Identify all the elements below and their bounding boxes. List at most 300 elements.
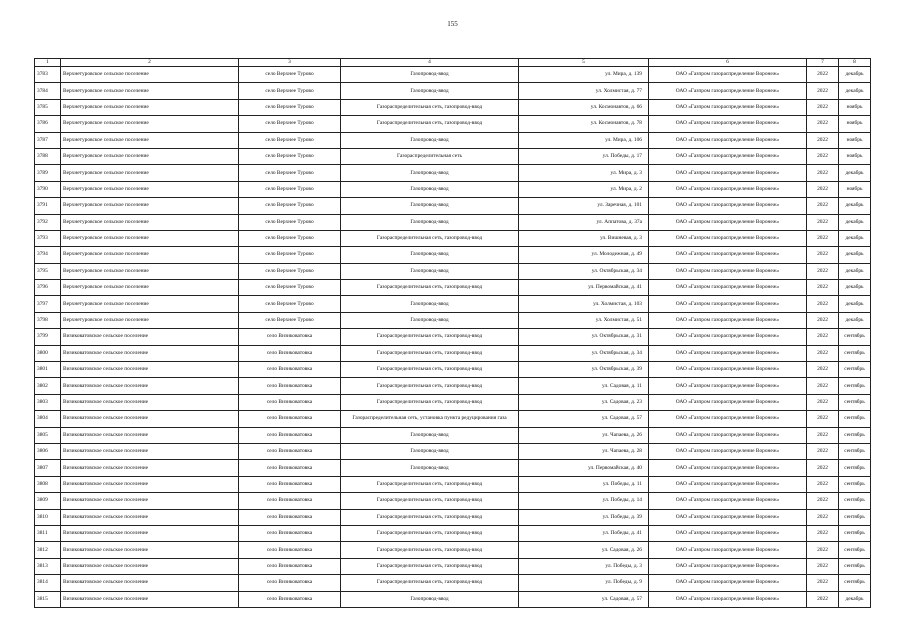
month-cell: сентябрь — [839, 509, 871, 525]
table-row — [35, 230, 871, 246]
row-number: 3812 — [35, 542, 61, 558]
owner-cell: ОАО «Газпром газораспределение Воронеж» — [649, 247, 807, 263]
address-cell: ул. Победы, д. 17 — [519, 148, 649, 164]
row-number: 3814 — [35, 575, 61, 591]
year-cell: 2022 — [807, 411, 839, 427]
month-cell: декабрь — [839, 280, 871, 296]
year-cell: 2022 — [807, 329, 839, 345]
address-cell: ул. Космонавтов, д. 78 — [519, 116, 649, 132]
owner-cell: ОАО «Газпром газораспределение Воронеж» — [649, 443, 807, 459]
row-number: 3805 — [35, 427, 61, 443]
month-cell: декабрь — [839, 312, 871, 328]
year-cell: 2022 — [807, 476, 839, 492]
settlement-cell: Визиковатовское сельское поселение — [61, 411, 239, 427]
table-row — [35, 411, 871, 427]
owner-cell: ОАО «Газпром газораспределение Воронеж» — [649, 394, 807, 410]
settlement-cell: Визиковатовское сельское поселение — [61, 493, 239, 509]
month-cell: декабрь — [839, 591, 871, 607]
column-header: 4 — [341, 59, 519, 67]
locality-cell: село Визиковатовка — [239, 525, 341, 541]
settlement-cell: Верхнетуровское сельское поселение — [61, 247, 239, 263]
year-cell: 2022 — [807, 165, 839, 181]
locality-cell: село Визиковатовка — [239, 476, 341, 492]
locality-cell: село Визиковатовка — [239, 542, 341, 558]
row-number: 3799 — [35, 329, 61, 345]
object-cell: Газораспределительная сеть, газопровод-ввод — [341, 525, 519, 541]
object-cell: Газораспределительная сеть, газопровод-ввод — [341, 575, 519, 591]
month-cell: сентябрь — [839, 575, 871, 591]
object-cell: Газораспределительная сеть, газопровод-ввод — [341, 99, 519, 115]
settlement-cell: Верхнетуровское сельское поселение — [61, 67, 239, 83]
row-number: 3797 — [35, 296, 61, 312]
locality-cell: село Верхнее Турово — [239, 165, 341, 181]
locality-cell: село Визиковатовка — [239, 362, 341, 378]
address-cell: ул. Садовая, д. 57 — [519, 411, 649, 427]
address-cell: ул. Мира, д. 139 — [519, 67, 649, 83]
locality-cell: село Верхнее Турово — [239, 148, 341, 164]
locality-cell: село Визиковатовка — [239, 591, 341, 607]
address-cell: ул. Мира, д. 106 — [519, 132, 649, 148]
month-cell: декабрь — [839, 83, 871, 99]
object-cell: Газораспределительная сеть, установка пункта редуцирования газа — [341, 411, 519, 427]
owner-cell: ОАО «Газпром газораспределение Воронеж» — [649, 558, 807, 574]
row-number: 3806 — [35, 443, 61, 459]
settlement-cell: Верхнетуровское сельское поселение — [61, 312, 239, 328]
row-number: 3795 — [35, 263, 61, 279]
year-cell: 2022 — [807, 148, 839, 164]
locality-cell: село Визиковатовка — [239, 509, 341, 525]
table-row — [35, 476, 871, 492]
owner-cell: ОАО «Газпром газораспределение Воронеж» — [649, 493, 807, 509]
column-header: 5 — [519, 59, 649, 67]
month-cell: декабрь — [839, 296, 871, 312]
object-cell: Газопровод-ввод — [341, 460, 519, 476]
settlement-cell: Визиковатовское сельское поселение — [61, 558, 239, 574]
settlement-cell: Верхнетуровское сельское поселение — [61, 165, 239, 181]
row-number: 3783 — [35, 67, 61, 83]
year-cell: 2022 — [807, 132, 839, 148]
month-cell: сентябрь — [839, 362, 871, 378]
address-cell: ул. Октябрьская, д. 39 — [519, 362, 649, 378]
year-cell: 2022 — [807, 558, 839, 574]
month-cell: сентябрь — [839, 476, 871, 492]
settlement-cell: Визиковатовское сельское поселение — [61, 345, 239, 361]
table-row — [35, 493, 871, 509]
address-cell: ул. Октябрьская, д. 34 — [519, 263, 649, 279]
table-row — [35, 165, 871, 181]
address-cell: ул. Победы, д. 39 — [519, 509, 649, 525]
address-cell: ул. Победы, д. 3 — [519, 558, 649, 574]
object-cell: Газопровод-ввод — [341, 198, 519, 214]
year-cell: 2022 — [807, 427, 839, 443]
table-row — [35, 116, 871, 132]
object-cell: Газораспределительная сеть, газопровод-ввод — [341, 509, 519, 525]
table-row — [35, 312, 871, 328]
year-cell: 2022 — [807, 116, 839, 132]
address-cell: ул. Садовая, д. 23 — [519, 394, 649, 410]
year-cell: 2022 — [807, 509, 839, 525]
address-cell: ул. Мира, д. 3 — [519, 165, 649, 181]
settlement-cell: Верхнетуровское сельское поселение — [61, 148, 239, 164]
locality-cell: село Визиковатовка — [239, 558, 341, 574]
month-cell: ноябрь — [839, 99, 871, 115]
month-cell: декабрь — [839, 263, 871, 279]
month-cell: ноябрь — [839, 148, 871, 164]
settlement-cell: Визиковатовское сельское поселение — [61, 427, 239, 443]
settlement-cell: Верхнетуровское сельское поселение — [61, 132, 239, 148]
address-cell: ул. Аппатова, д. 37а — [519, 214, 649, 230]
object-cell: Газопровод-ввод — [341, 263, 519, 279]
address-cell: ул. Победы, д. 11 — [519, 476, 649, 492]
locality-cell: село Визиковатовка — [239, 329, 341, 345]
settlement-cell: Визиковатовское сельское поселение — [61, 591, 239, 607]
table-row — [35, 67, 871, 83]
year-cell: 2022 — [807, 575, 839, 591]
object-cell: Газопровод-ввод — [341, 427, 519, 443]
owner-cell: ОАО «Газпром газораспределение Воронеж» — [649, 263, 807, 279]
locality-cell: село Визиковатовка — [239, 443, 341, 459]
settlement-cell: Визиковатовское сельское поселение — [61, 460, 239, 476]
settlement-cell: Визиковатовское сельское поселение — [61, 394, 239, 410]
locality-cell: село Верхнее Турово — [239, 296, 341, 312]
address-cell: ул. Холмистая, д. 103 — [519, 296, 649, 312]
owner-cell: ОАО «Газпром газораспределение Воронеж» — [649, 542, 807, 558]
locality-cell: село Визиковатовка — [239, 394, 341, 410]
object-cell: Газопровод-ввод — [341, 591, 519, 607]
year-cell: 2022 — [807, 362, 839, 378]
object-cell: Газопровод-ввод — [341, 181, 519, 197]
table-row — [35, 296, 871, 312]
owner-cell: ОАО «Газпром газораспределение Воронеж» — [649, 345, 807, 361]
settlement-cell: Визиковатовское сельское поселение — [61, 575, 239, 591]
address-cell: ул. Октябрьская, д. 31 — [519, 329, 649, 345]
table-row — [35, 280, 871, 296]
month-cell: декабрь — [839, 67, 871, 83]
owner-cell: ОАО «Газпром газораспределение Воронеж» — [649, 148, 807, 164]
month-cell: ноябрь — [839, 116, 871, 132]
object-cell: Газопровод-ввод — [341, 214, 519, 230]
address-cell: ул. Мира, д. 2 — [519, 181, 649, 197]
year-cell: 2022 — [807, 67, 839, 83]
address-cell: ул. Первомайская, д. 40 — [519, 460, 649, 476]
month-cell: сентябрь — [839, 394, 871, 410]
row-number: 3815 — [35, 591, 61, 607]
owner-cell: ОАО «Газпром газораспределение Воронеж» — [649, 165, 807, 181]
owner-cell: ОАО «Газпром газораспределение Воронеж» — [649, 198, 807, 214]
table-row — [35, 525, 871, 541]
table-row — [35, 181, 871, 197]
month-cell: сентябрь — [839, 345, 871, 361]
settlement-cell: Визиковатовское сельское поселение — [61, 378, 239, 394]
locality-cell: село Верхнее Турово — [239, 83, 341, 99]
locality-cell: село Верхнее Турово — [239, 263, 341, 279]
address-cell: ул. Первомайская, д. 41 — [519, 280, 649, 296]
address-cell: ул. Молодежная, д. 49 — [519, 247, 649, 263]
locality-cell: село Визиковатовка — [239, 493, 341, 509]
object-cell: Газораспределительная сеть — [341, 148, 519, 164]
column-header: 2 — [61, 59, 239, 67]
settlement-cell: Визиковатовское сельское поселение — [61, 542, 239, 558]
row-number: 3793 — [35, 230, 61, 246]
year-cell: 2022 — [807, 280, 839, 296]
month-cell: декабрь — [839, 230, 871, 246]
column-header: 1 — [35, 59, 61, 67]
owner-cell: ОАО «Газпром газораспределение Воронеж» — [649, 411, 807, 427]
row-number: 3809 — [35, 493, 61, 509]
settlement-cell: Визиковатовское сельское поселение — [61, 525, 239, 541]
year-cell: 2022 — [807, 443, 839, 459]
month-cell: ноябрь — [839, 181, 871, 197]
address-cell: ул. Вишневая, д. 3 — [519, 230, 649, 246]
object-cell: Газораспределительная сеть, газопровод-ввод — [341, 542, 519, 558]
table-row — [35, 132, 871, 148]
row-number: 3790 — [35, 181, 61, 197]
locality-cell: село Верхнее Турово — [239, 247, 341, 263]
owner-cell: ОАО «Газпром газораспределение Воронеж» — [649, 329, 807, 345]
settlement-cell: Визиковатовское сельское поселение — [61, 443, 239, 459]
header-row — [35, 59, 871, 67]
locality-cell: село Верхнее Турово — [239, 181, 341, 197]
owner-cell: ОАО «Газпром газораспределение Воронеж» — [649, 67, 807, 83]
row-number: 3804 — [35, 411, 61, 427]
table-header — [35, 59, 871, 67]
row-number: 3802 — [35, 378, 61, 394]
locality-cell: село Верхнее Турово — [239, 67, 341, 83]
month-cell: сентябрь — [839, 329, 871, 345]
owner-cell: ОАО «Газпром газораспределение Воронеж» — [649, 214, 807, 230]
settlement-cell: Визиковатовское сельское поселение — [61, 476, 239, 492]
row-number: 3789 — [35, 165, 61, 181]
locality-cell: село Визиковатовка — [239, 378, 341, 394]
locality-cell: село Верхнее Турово — [239, 312, 341, 328]
table-row — [35, 591, 871, 607]
year-cell: 2022 — [807, 181, 839, 197]
object-cell: Газораспределительная сеть, газопровод-ввод — [341, 558, 519, 574]
address-cell: ул. Чапаева, д. 28 — [519, 443, 649, 459]
year-cell: 2022 — [807, 345, 839, 361]
table-row — [35, 263, 871, 279]
month-cell: сентябрь — [839, 558, 871, 574]
row-number: 3801 — [35, 362, 61, 378]
year-cell: 2022 — [807, 394, 839, 410]
row-number: 3813 — [35, 558, 61, 574]
settlement-cell: Верхнетуровское сельское поселение — [61, 116, 239, 132]
owner-cell: ОАО «Газпром газораспределение Воронеж» — [649, 378, 807, 394]
table-row — [35, 443, 871, 459]
locality-cell: село Визиковатовка — [239, 427, 341, 443]
locality-cell: село Верхнее Турово — [239, 280, 341, 296]
year-cell: 2022 — [807, 230, 839, 246]
owner-cell: ОАО «Газпром газораспределение Воронеж» — [649, 230, 807, 246]
settlement-cell: Верхнетуровское сельское поселение — [61, 99, 239, 115]
owner-cell: ОАО «Газпром газораспределение Воронеж» — [649, 427, 807, 443]
object-cell: Газораспределительная сеть, газопровод-ввод — [341, 362, 519, 378]
table-row — [35, 575, 871, 591]
object-cell: Газопровод-ввод — [341, 132, 519, 148]
address-cell: ул. Космонавтов, д. 66 — [519, 99, 649, 115]
month-cell: декабрь — [839, 214, 871, 230]
year-cell: 2022 — [807, 460, 839, 476]
locality-cell: село Визиковатовка — [239, 575, 341, 591]
owner-cell: ОАО «Газпром газораспределение Воронеж» — [649, 509, 807, 525]
month-cell: сентябрь — [839, 493, 871, 509]
row-number: 3798 — [35, 312, 61, 328]
row-number: 3811 — [35, 525, 61, 541]
table-row — [35, 427, 871, 443]
month-cell: декабрь — [839, 198, 871, 214]
object-cell: Газораспределительная сеть, газопровод-ввод — [341, 394, 519, 410]
owner-cell: ОАО «Газпром газораспределение Воронеж» — [649, 99, 807, 115]
table-row — [35, 99, 871, 115]
month-cell: ноябрь — [839, 132, 871, 148]
address-cell: ул. Октябрьская, д. 34 — [519, 345, 649, 361]
object-cell: Газопровод-ввод — [341, 443, 519, 459]
locality-cell: село Верхнее Турово — [239, 132, 341, 148]
month-cell: сентябрь — [839, 378, 871, 394]
column-header: 6 — [649, 59, 807, 67]
gasification-table — [34, 58, 871, 608]
table-row — [35, 198, 871, 214]
row-number: 3808 — [35, 476, 61, 492]
settlement-cell: Визиковатовское сельское поселение — [61, 329, 239, 345]
row-number: 3787 — [35, 132, 61, 148]
locality-cell: село Визиковатовка — [239, 460, 341, 476]
table-row — [35, 329, 871, 345]
object-cell: Газораспределительная сеть, газопровод-ввод — [341, 230, 519, 246]
object-cell: Газораспределительная сеть, газопровод-ввод — [341, 476, 519, 492]
owner-cell: ОАО «Газпром газораспределение Воронеж» — [649, 132, 807, 148]
year-cell: 2022 — [807, 198, 839, 214]
address-cell: ул. Холмистая, д. 77 — [519, 83, 649, 99]
address-cell: ул. Победы, д. 41 — [519, 525, 649, 541]
address-cell: ул. Садовая, д. 26 — [519, 542, 649, 558]
row-number: 3786 — [35, 116, 61, 132]
locality-cell: село Верхнее Турово — [239, 198, 341, 214]
owner-cell: ОАО «Газпром газораспределение Воронеж» — [649, 296, 807, 312]
settlement-cell: Верхнетуровское сельское поселение — [61, 296, 239, 312]
year-cell: 2022 — [807, 493, 839, 509]
owner-cell: ОАО «Газпром газораспределение Воронеж» — [649, 575, 807, 591]
object-cell: Газораспределительная сеть, газопровод-ввод — [341, 329, 519, 345]
month-cell: сентябрь — [839, 427, 871, 443]
table-row — [35, 558, 871, 574]
address-cell: ул. Победы, д. 9 — [519, 575, 649, 591]
object-cell: Газопровод-ввод — [341, 296, 519, 312]
locality-cell: село Визиковатовка — [239, 411, 341, 427]
page-number: 155 — [447, 20, 458, 28]
column-header: 8 — [839, 59, 871, 67]
row-number: 3803 — [35, 394, 61, 410]
object-cell: Газопровод-ввод — [341, 312, 519, 328]
column-header: 3 — [239, 59, 341, 67]
table-row — [35, 378, 871, 394]
month-cell: сентябрь — [839, 443, 871, 459]
year-cell: 2022 — [807, 83, 839, 99]
settlement-cell: Верхнетуровское сельское поселение — [61, 214, 239, 230]
year-cell: 2022 — [807, 296, 839, 312]
row-number: 3788 — [35, 148, 61, 164]
settlement-cell: Верхнетуровское сельское поселение — [61, 181, 239, 197]
row-number: 3785 — [35, 99, 61, 115]
table-row — [35, 247, 871, 263]
settlement-cell: Визиковатовское сельское поселение — [61, 362, 239, 378]
locality-cell: село Верхнее Турово — [239, 230, 341, 246]
year-cell: 2022 — [807, 263, 839, 279]
locality-cell: село Верхнее Турово — [239, 116, 341, 132]
table-row — [35, 345, 871, 361]
owner-cell: ОАО «Газпром газораспределение Воронеж» — [649, 280, 807, 296]
owner-cell: ОАО «Газпром газораспределение Воронеж» — [649, 525, 807, 541]
owner-cell: ОАО «Газпром газораспределение Воронеж» — [649, 116, 807, 132]
settlement-cell: Верхнетуровское сельское поселение — [61, 280, 239, 296]
row-number: 3792 — [35, 214, 61, 230]
owner-cell: ОАО «Газпром газораспределение Воронеж» — [649, 312, 807, 328]
object-cell: Газораспределительная сеть, газопровод-ввод — [341, 280, 519, 296]
table-row — [35, 148, 871, 164]
locality-cell: село Верхнее Турово — [239, 214, 341, 230]
object-cell: Газопровод-ввод — [341, 67, 519, 83]
table-row — [35, 460, 871, 476]
table-row — [35, 362, 871, 378]
object-cell: Газопровод-ввод — [341, 165, 519, 181]
row-number: 3791 — [35, 198, 61, 214]
table-row — [35, 83, 871, 99]
locality-cell: село Верхнее Турово — [239, 99, 341, 115]
year-cell: 2022 — [807, 542, 839, 558]
owner-cell: ОАО «Газпром газораспределение Воронеж» — [649, 83, 807, 99]
settlement-cell: Верхнетуровское сельское поселение — [61, 263, 239, 279]
settlement-cell: Верхнетуровское сельское поселение — [61, 83, 239, 99]
address-cell: ул. Чапаева, д. 26 — [519, 427, 649, 443]
table-body — [35, 67, 871, 608]
address-cell: ул. Победы, д. 14 — [519, 493, 649, 509]
year-cell: 2022 — [807, 525, 839, 541]
owner-cell: ОАО «Газпром газораспределение Воронеж» — [649, 460, 807, 476]
owner-cell: ОАО «Газпром газораспределение Воронеж» — [649, 476, 807, 492]
owner-cell: ОАО «Газпром газораспределение Воронеж» — [649, 591, 807, 607]
table-row — [35, 394, 871, 410]
row-number: 3796 — [35, 280, 61, 296]
locality-cell: село Визиковатовка — [239, 345, 341, 361]
table-row — [35, 542, 871, 558]
row-number: 3807 — [35, 460, 61, 476]
month-cell: декабрь — [839, 165, 871, 181]
month-cell: декабрь — [839, 247, 871, 263]
object-cell: Газораспределительная сеть, газопровод-ввод — [341, 116, 519, 132]
row-number: 3810 — [35, 509, 61, 525]
table-row — [35, 214, 871, 230]
month-cell: сентябрь — [839, 542, 871, 558]
year-cell: 2022 — [807, 591, 839, 607]
month-cell: сентябрь — [839, 525, 871, 541]
row-number: 3800 — [35, 345, 61, 361]
settlement-cell: Верхнетуровское сельское поселение — [61, 198, 239, 214]
object-cell: Газораспределительная сеть, газопровод-ввод — [341, 378, 519, 394]
settlement-cell: Верхнетуровское сельское поселение — [61, 230, 239, 246]
year-cell: 2022 — [807, 312, 839, 328]
year-cell: 2022 — [807, 378, 839, 394]
object-cell: Газораспределительная сеть, газопровод-ввод — [341, 345, 519, 361]
object-cell: Газопровод-ввод — [341, 83, 519, 99]
address-cell: ул. Заречная, д. 101 — [519, 198, 649, 214]
object-cell: Газораспределительная сеть, газопровод-ввод — [341, 493, 519, 509]
owner-cell: ОАО «Газпром газораспределение Воронеж» — [649, 181, 807, 197]
year-cell: 2022 — [807, 214, 839, 230]
year-cell: 2022 — [807, 247, 839, 263]
address-cell: ул. Холмистая, д. 51 — [519, 312, 649, 328]
column-header: 7 — [807, 59, 839, 67]
table-row — [35, 509, 871, 525]
